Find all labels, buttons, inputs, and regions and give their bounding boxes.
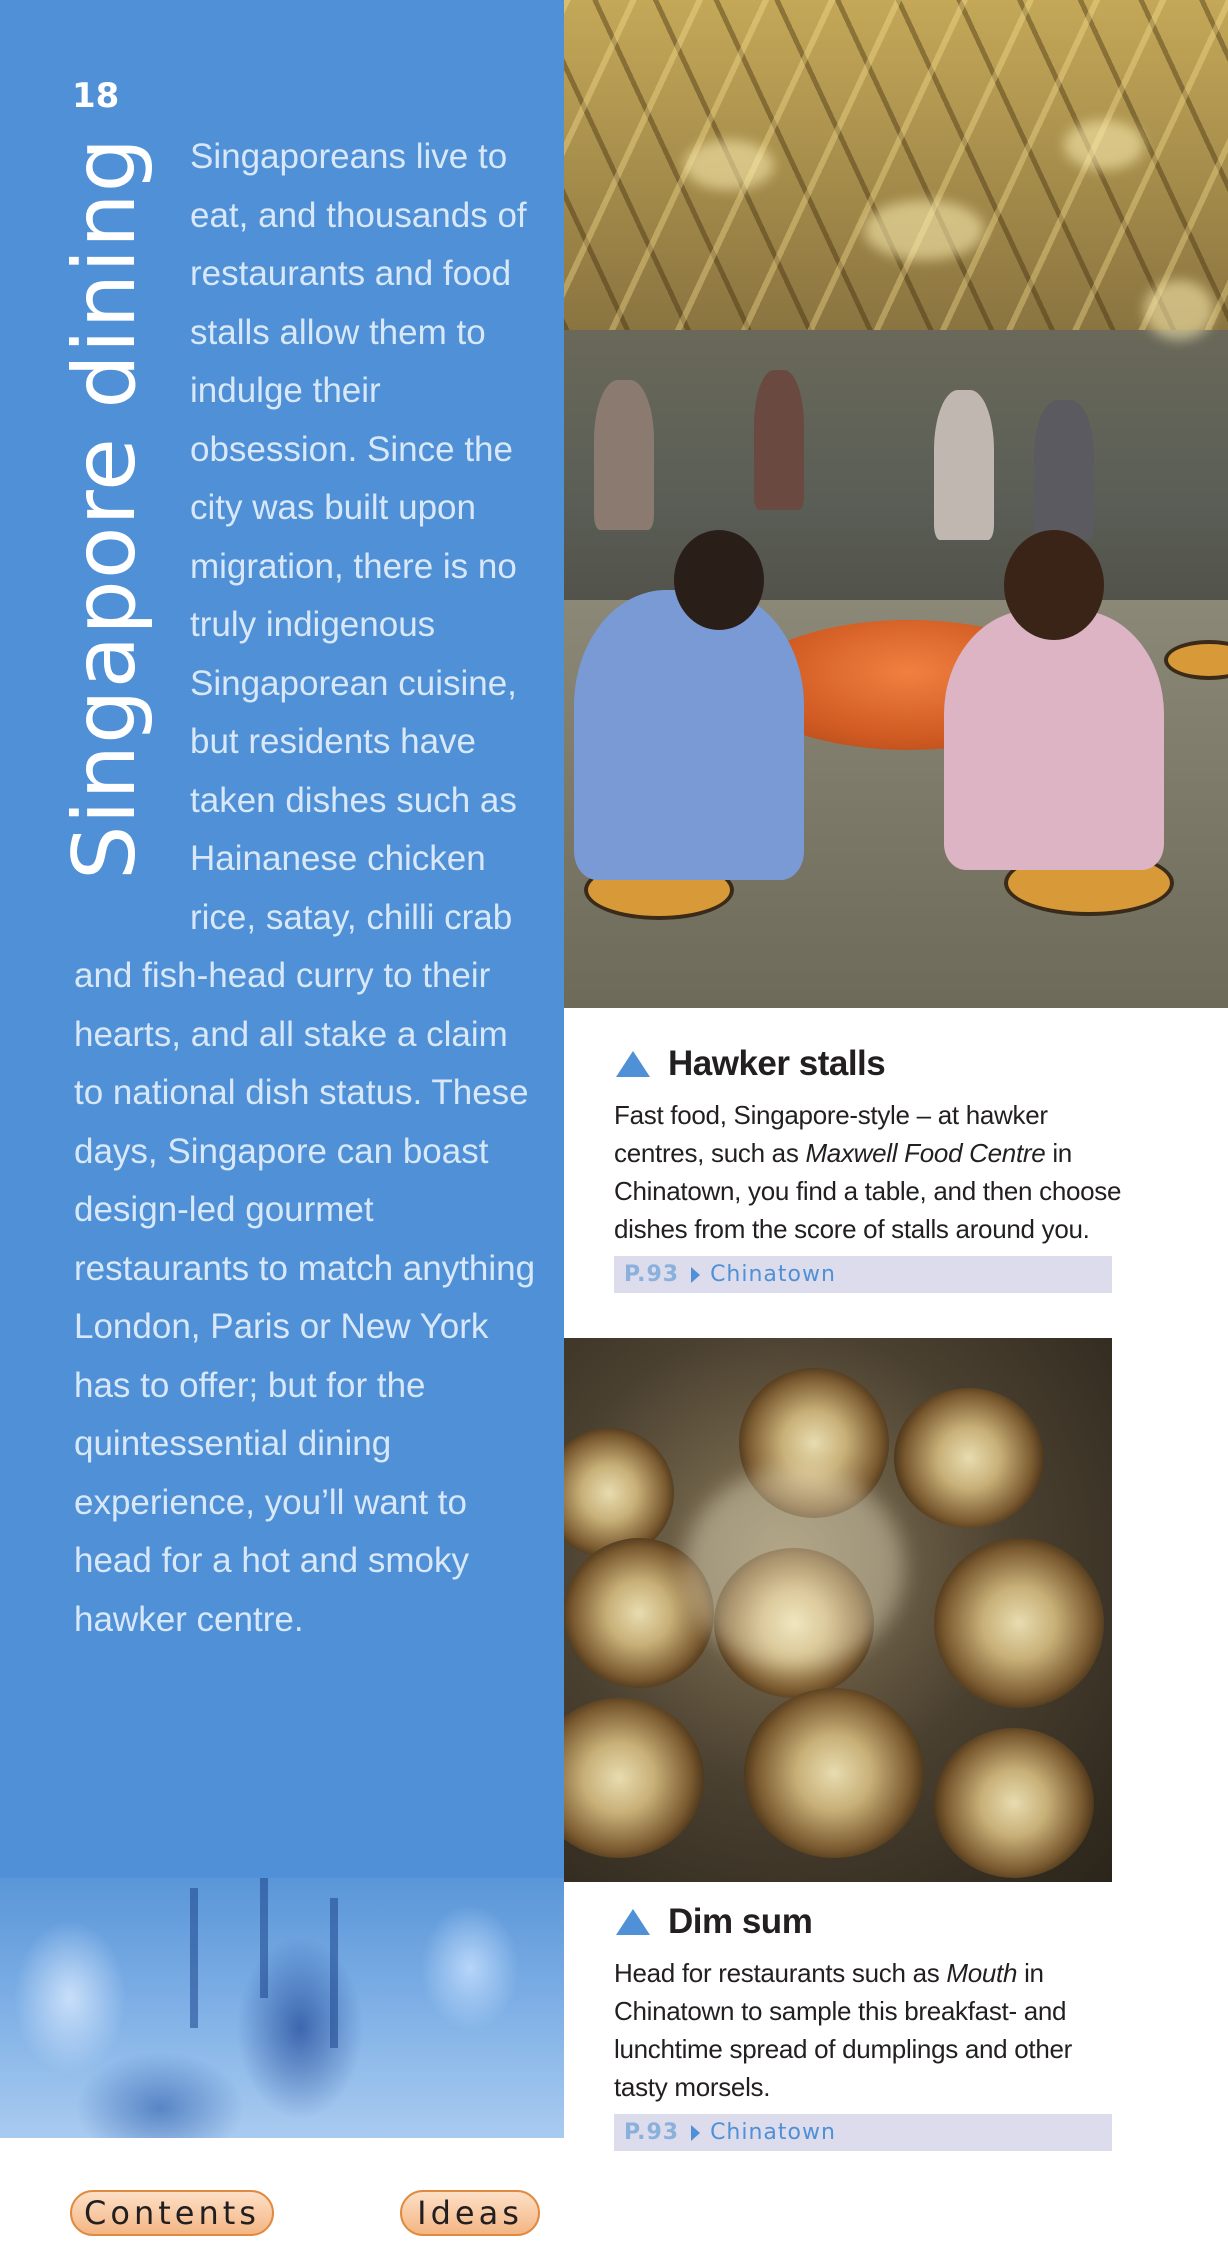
- feature-title: [614, 1042, 1114, 1086]
- feature-heading: Dim sum: [668, 1902, 813, 1941]
- page-reference-link[interactable]: [614, 1256, 1112, 1293]
- contents-button[interactable]: Contents: [70, 2190, 274, 2236]
- intro-text: Singaporeans live to eat, and thousands of restaurants and food stalls allow them to indulge their obsession. Since the city was built upon migration, there is no truly indigenous Singaporean cuisine, but residents have taken dishes such as Hainanese chicken rice, satay, chilli crab and fish-head curry to their hearts, and all stake a claim to national dish status. These days, Singapore can boast design-led gourmet restaurants to match anything London, Paris or New York has to offer; but for the quintessential dining experience, you’ll want to head for a hot and smoky hawker centre.: [74, 137, 536, 1639]
- diners-photo: [0, 1878, 564, 2138]
- page-reference-link[interactable]: [614, 2114, 1112, 2151]
- triangle-up-icon: [616, 1051, 650, 1077]
- page-number: 18: [72, 76, 120, 116]
- title-spacer: [74, 128, 190, 936]
- ref-page-number: P.93: [624, 1262, 680, 1287]
- ref-page-number: P.93: [624, 2120, 680, 2145]
- intro-panel: [0, 0, 564, 2138]
- venue-name: Mouth: [946, 1958, 1018, 1988]
- feature-description: Head for restaurants such as Mouth in Chinatown to sample this breakfast- and lunchtime spread of dumplings and other tasty morsels.: [614, 1958, 1073, 2102]
- venue-name: Maxwell Food Centre: [805, 1138, 1046, 1168]
- arrow-right-icon: [691, 1267, 700, 1283]
- feature-hawker-stalls: [614, 1042, 1122, 1293]
- intro-paragraph: [74, 128, 544, 1649]
- feature-description: Fast food, Singapore-style – at hawker centres, such as Maxwell Food Centre in Chinatown, you find a table, and then choose dishes from the score of stalls around you.: [614, 1100, 1122, 1244]
- ref-place-name: Chinatown: [710, 2120, 836, 2145]
- ideas-button[interactable]: Ideas: [400, 2190, 540, 2236]
- feature-title: [614, 1900, 1114, 1944]
- arrow-right-icon: [691, 2125, 700, 2141]
- hawker-centre-photo: [564, 0, 1228, 1008]
- dim-sum-photo: [564, 1338, 1112, 1882]
- feature-heading: Hawker stalls: [668, 1044, 886, 1083]
- ref-place-name: Chinatown: [710, 1262, 836, 1287]
- triangle-up-icon: [616, 1909, 650, 1935]
- page-title: Singapore dining: [55, 136, 155, 880]
- feature-dim-sum: [614, 1900, 1114, 2151]
